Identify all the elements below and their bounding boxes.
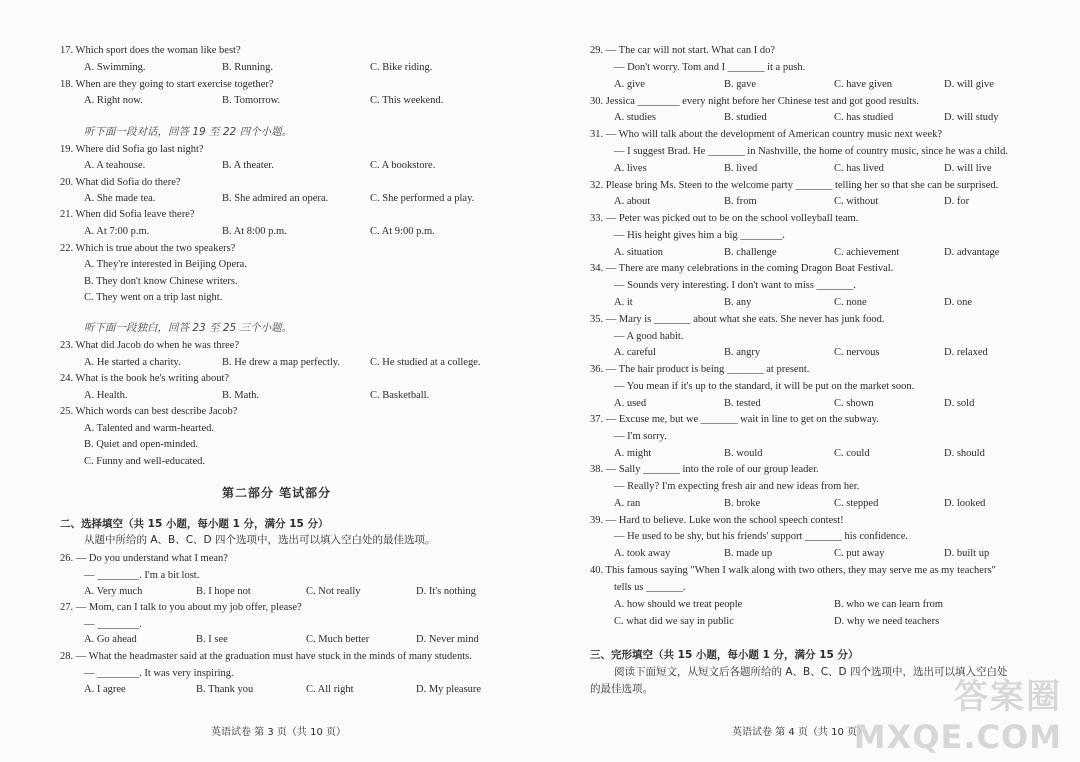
text-line: 20. What did Sofia do there? (60, 177, 181, 188)
text-line: A. how should we treat people (614, 599, 743, 610)
text-line: D. built up (944, 548, 990, 559)
text-line: 28. — What the headmaster said at the graduation must have stuck in the minds of many students. (60, 651, 472, 662)
text-line: B. gave (724, 79, 757, 90)
text-line: B. who we can learn from (834, 599, 944, 610)
text-line: — Don't worry. Tom and I _______ it a push. (614, 62, 806, 73)
text-line: C. Funny and well-educated. (84, 456, 206, 467)
text-line: 26. — Do you understand what I mean? (60, 553, 228, 564)
text-line: 39. — Hard to believe. Luke won the school speech contest! (590, 515, 844, 526)
text-line: — ________. It was very inspiring. (84, 668, 234, 679)
text-line: — ________. (84, 619, 142, 630)
text-line: A. took away (614, 548, 671, 559)
text-line: — A good habit. (614, 331, 684, 342)
text-line: D. why we need teachers (834, 616, 940, 627)
text-line: — His height gives him a big ________. (614, 230, 785, 241)
section-title-part2: 第二部分 笔试部分 (222, 486, 332, 500)
text-line: 从题中所给的 A、B、C、D 四个选项中，选出可以填入空白处的最佳选项。 (84, 534, 436, 546)
text-line: 21. When did Sofia leave there? (60, 209, 195, 220)
text-line: C. They went on a trip last night. (84, 292, 223, 303)
text-line: C. This weekend. (370, 95, 444, 106)
text-line: B. broke (724, 498, 761, 509)
text-line: 33. — Peter was picked out to be on the school volleyball team. (590, 213, 859, 224)
text-line: 25. Which words can best describe Jacob? (60, 406, 238, 417)
text-line: B. A theater. (222, 160, 274, 171)
text-line: B. lived (724, 163, 758, 174)
watermark-logo (854, 669, 1062, 756)
text-line: C. A bookstore. (370, 160, 436, 171)
text-line: 24. What is the book he's writing about? (60, 373, 230, 384)
text-line: A. about (614, 196, 651, 207)
text-line: C. All right (306, 684, 354, 695)
text-line: A. She made tea. (84, 193, 156, 204)
text-line: 的最佳选项。 (590, 683, 653, 695)
text-line: 27. — Mom, can I talk to you about my job offer, please? (60, 602, 302, 613)
text-line: D. advantage (944, 247, 1000, 258)
text-line: A. Right now. (84, 95, 143, 106)
text-line: A. might (614, 448, 652, 459)
text-line: B. At 8:00 p.m. (222, 226, 287, 237)
text-line: A. studies (614, 112, 656, 123)
text-line: D. looked (944, 498, 986, 509)
text-line: C. shown (834, 398, 874, 409)
text-line: A. give (614, 79, 645, 90)
text-line: 34. — There are many celebrations in the coming Dragon Boat Festival. (590, 263, 894, 274)
text-line: B. made up (724, 548, 773, 559)
watermark-url-text: MXQE.COM (853, 718, 1062, 756)
text-line: C. Much better (306, 634, 370, 645)
text-line: A. At 7:00 p.m. (84, 226, 150, 237)
text-line: — He used to be shy, but his friends' support _______ his confidence. (614, 531, 908, 542)
text-line: 38. — Sally _______ into the role of our group leader. (590, 464, 819, 475)
text-line: D. one (944, 297, 972, 308)
text-line: B. Tomorrow. (222, 95, 281, 106)
text-line: 17. Which sport does the woman like best? (60, 45, 241, 56)
text-line: B. She admired an opera. (222, 193, 329, 204)
text-line: C. achievement (834, 247, 900, 258)
text-line: — I'm sorry. (614, 431, 667, 442)
text-line: A. situation (614, 247, 663, 258)
text-line: 30. Jessica ________ every night before her Chinese test and got good results. (590, 96, 919, 107)
text-line: A. it (614, 297, 633, 308)
text-line: C. nervous (834, 347, 880, 358)
text-line: B. I see (196, 634, 228, 645)
text-line: D. It's nothing (416, 586, 476, 597)
text-line: C. stepped (834, 498, 879, 509)
text-line: D. should (944, 448, 985, 459)
text-line: B. They don't know Chinese writers. (84, 276, 238, 287)
text-line: 18. When are they going to start exercise together? (60, 79, 274, 90)
text-line: 29. — The car will not start. What can I do? (590, 45, 776, 56)
text-line: 23. What did Jacob do when he was three? (60, 340, 240, 351)
text-line: B. Running. (222, 62, 274, 73)
text-line: B. Math. (222, 390, 260, 401)
text-line: C. She performed a play. (370, 193, 475, 204)
text-line: A. used (614, 398, 647, 409)
text-line: B. angry (724, 347, 761, 358)
text-line: 听下面一段对话，回答 19 至 22 四个小题。 (84, 126, 293, 138)
text-line: A. A teahouse. (84, 160, 146, 171)
watermark-top-text: 答案圈 (954, 677, 1062, 717)
page-footer-left: 英语试卷 第 3 页（共 10 页） (211, 727, 346, 738)
text-line: C. what did we say in public (614, 616, 734, 627)
text-line: C. have given (834, 79, 893, 90)
text-line: B. tested (724, 398, 761, 409)
text-line: A. I agree (84, 684, 126, 695)
text-line: 40. This famous saying "When I walk along with two others, they may serve me as my teachers" (590, 565, 996, 576)
text-line: B. would (724, 448, 763, 459)
text-line: 22. Which is true about the two speakers? (60, 243, 236, 254)
text-line: D. My pleasure (416, 684, 482, 695)
text-line: A. Very much (84, 586, 143, 597)
text-line: A. He started a charity. (84, 357, 181, 368)
text-line: B. He drew a map perfectly. (222, 357, 340, 368)
text-line: D. will live (944, 163, 992, 174)
text-line: C. has lived (834, 163, 884, 174)
text-line: C. At 9:00 p.m. (370, 226, 435, 237)
page-footer-right: 英语试卷 第 4 页（共 10 页） (732, 727, 867, 738)
text-line: 19. Where did Sofia go last night? (60, 144, 204, 155)
text-line: D. sold (944, 398, 975, 409)
text-line: C. could (834, 448, 870, 459)
text-line: 37. — Excuse me, but we _______ wait in line to get on the subway. (590, 414, 879, 425)
text-line: B. Thank you (196, 684, 254, 695)
text-line: 阅读下面短文，从短文后各题所给的 A、B、C、D 四个选项中，选出可以填入空白处 (614, 666, 1008, 678)
text-line: 二、选择填空（共 15 小题，每小题 1 分，满分 15 分） (60, 518, 329, 530)
text-line: — Sounds very interesting. I don't want to miss _______. (614, 280, 856, 291)
text-line: A. lives (614, 163, 647, 174)
text-line: B. from (724, 196, 757, 207)
text-line: 听下面一段独白，回答 23 至 25 三个小题。 (84, 322, 293, 334)
text-line: 35. — Mary is _______ about what she eats. She never has junk food. (590, 314, 885, 325)
text-line: D. will give (944, 79, 994, 90)
text-line: A. Go ahead (84, 634, 137, 645)
text-line: 32. Please bring Ms. Steen to the welcome party _______ telling her so that she can be surprised. (590, 180, 999, 191)
text-line: B. I hope not (196, 586, 251, 597)
text-line: — You mean if it's up to the standard, it will be put on the market soon. (614, 381, 915, 392)
text-line: B. studied (724, 112, 767, 123)
text-line: D. Never mind (416, 634, 479, 645)
text-line: — I suggest Brad. He _______ in Nashville, the home of country music, since he was a child. (614, 146, 1008, 157)
text-line: C. He studied at a college. (370, 357, 481, 368)
text-line: A. ran (614, 498, 641, 509)
text-line: — Really? I'm expecting fresh air and new ideas from her. (614, 481, 860, 492)
text-line: C. without (834, 196, 879, 207)
text-line: 36. — The hair product is being _______ at present. (590, 364, 810, 375)
text-line: C. Not really (306, 586, 361, 597)
text-line: D. for (944, 196, 970, 207)
text-line: A. Talented and warm-hearted. (84, 423, 214, 434)
text-line: D. will study (944, 112, 999, 123)
text-line: A. Swimming. (84, 62, 146, 73)
text-line: C. Basketball. (370, 390, 430, 401)
text-line: 31. — Who will talk about the development of American country music next week? (590, 129, 943, 140)
text-line: B. challenge (724, 247, 777, 258)
text-line: C. Bike riding. (370, 62, 433, 73)
text-line: A. Health. (84, 390, 128, 401)
text-line: 三、完形填空（共 15 小题，每小题 1 分，满分 15 分） (590, 649, 859, 661)
text-line: — ________. I'm a bit lost. (84, 570, 200, 581)
text-line: D. relaxed (944, 347, 988, 358)
text-line: A. They're interested in Beijing Opera. (84, 259, 247, 270)
text-line: C. put away (834, 548, 885, 559)
text-line: B. Quiet and open-minded. (84, 439, 199, 450)
text-line: C. none (834, 297, 867, 308)
text-line: A. careful (614, 347, 656, 358)
text-line: B. any (724, 297, 752, 308)
text-line: tells us _______. (614, 582, 686, 593)
text-line: C. has studied (834, 112, 894, 123)
